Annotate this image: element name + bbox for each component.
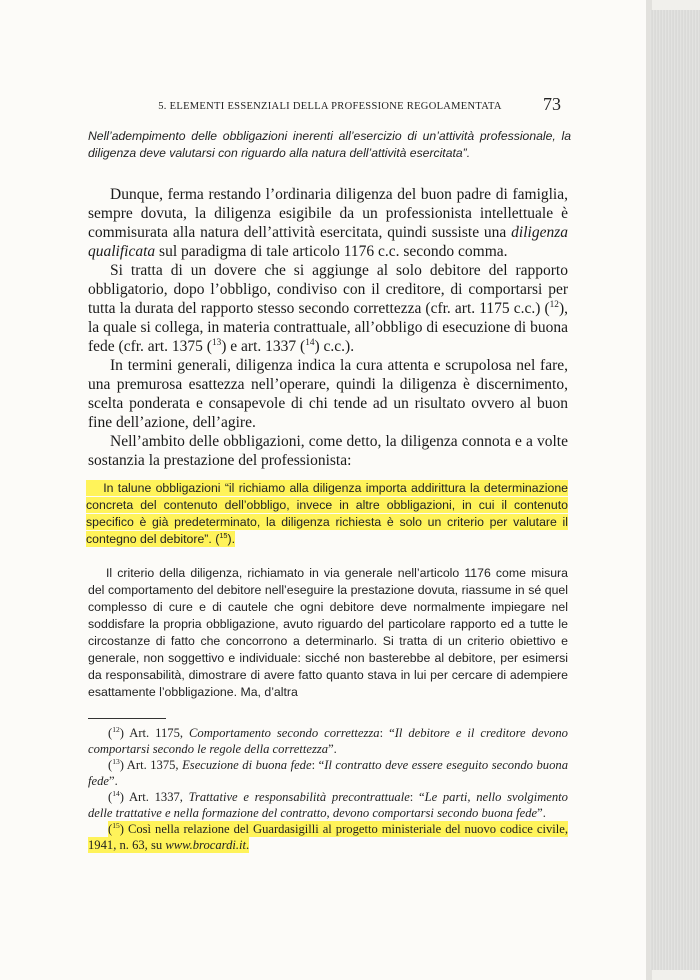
footnote-separator xyxy=(88,718,166,719)
paragraph-1: Dunque, ferma restando l’ordinaria diligenza del buon padre di famiglia, sempre dovuta, la diligenza esigibile da un professionista intellettuale è commisurata alla natura dell’attività esercitata, quindi sussiste una diligenza qualificata sul paradigma di tale articolo 1176 c.c. secondo comma. xyxy=(88,186,568,260)
footnote-14: ($^{14}$) Art. 1337, Trattative e responsabilità precontrattuale: “Le parti, nello svolgimento delle trattative e nella formazione del contratto, devono comportarsi secondo buona fede”. xyxy=(88,788,568,820)
page-number: 73 xyxy=(543,94,561,114)
footnote-ref-12: 12 xyxy=(549,299,559,310)
footnote-13: ($^{13}$) Art. 1375, Esecuzione di buona fede: “Il contratto deve essere eseguito secondo buona fede”. xyxy=(88,756,568,788)
footnote-15 xyxy=(88,821,568,853)
brocardi-link[interactable]: www.brocardi.it xyxy=(165,838,247,852)
paragraph-3: In termini generali, diligenza indica la cura attenta e scrupolosa nel fare, una premurosa esattezza nell’operare, quindi la diligenza è discernimento, scelta ponderata e consapevole di chi tende ad un risultato ovvero al buon fine dell’azione, dell’agire. xyxy=(88,357,568,431)
page-edges xyxy=(650,10,700,970)
footnotes xyxy=(88,725,568,853)
highlighted-quote xyxy=(86,480,568,548)
paragraph-2: Si tratta di un dovere che si aggiunge al solo debitore del rapporto obbligatorio, dopo l’obbligo, condiviso con il creditore, di comportarsi per tutta la durata del rapporto stesso secondo correttezza (cfr. art. 1175 c.c.) ($^{12}$), la quale si collega, in materia contrattuale, all’obbligo di esecuzione di buona fede (cfr. art. 1375 ($^{13}$) e art. 1337 ($^{14}$) c.c.). xyxy=(88,262,568,355)
footnote-ref-14: 14 xyxy=(305,337,315,348)
quote-highlight: In talune obbligazioni “il richiamo alla diligenza importa addirittura la determinazione concreta del contenuto dell’obbligo, invece in altre obbligazioni, in cui il contenuto specifico è già predeterminato, la diligenza richiesta è solo un criterio per valutare il contegno del debitore”. ($^{15}$). xyxy=(86,481,568,546)
small-paragraph: Il criterio della diligenza, richiamato in via generale nell’articolo 1176 come misura del comportamento del debitore nell’eseguire la prestazione dovuta, riassume in sé quel complesso di cure e di cautele che ogni debitore deve normalmente impiegare nel soddisfare la propria obbligazione, avuto riguardo del particolare rapporto ed a tutte le circostanze di fatto che concorrono a determinarlo. Si tratta di un criterio obiettivo e generale, non soggettivo e individuale: sicché non basterebbe al debitore, per esimersi da responsabilità, dimostrare di avere fatto quanto stava in lui per cercare di adempiere esattamente l’obbligazione. Ma, d’altra xyxy=(88,566,568,699)
footnote-ref-15: 15 xyxy=(219,530,228,540)
footnote-12: ($^{12}$) Art. 1175, Comportamento secondo correttezza: “Il debitore e il creditore devono comportarsi secondo le regole della correttezza”. xyxy=(88,724,568,756)
running-head: 5. ELEMENTI ESSENZIALI DELLA PROFESSIONE REGOLAMENTATA xyxy=(158,101,502,112)
epigraph: Nell’adempimento delle obbligazioni inerenti all’esercizio di un’attività professionale, la diligenza deve valutarsi con riguardo alla natura dell’attività esercitata”. xyxy=(88,129,571,160)
body-text xyxy=(88,185,568,470)
emphasis: diligenza qualificata xyxy=(88,224,568,260)
footnote-15-highlight: ($^{15}$) Così nella relazione del Guardasigilli al progetto ministeriale del nuovo codice civile, 1941, n. 63, su www.brocardi.it. xyxy=(88,820,568,852)
footnote-ref-13: 13 xyxy=(211,337,222,348)
paragraph-4: Nell’ambito delle obbligazioni, come detto, la diligenza connota e a volte sostanzia la prestazione del professionista: xyxy=(88,433,568,469)
